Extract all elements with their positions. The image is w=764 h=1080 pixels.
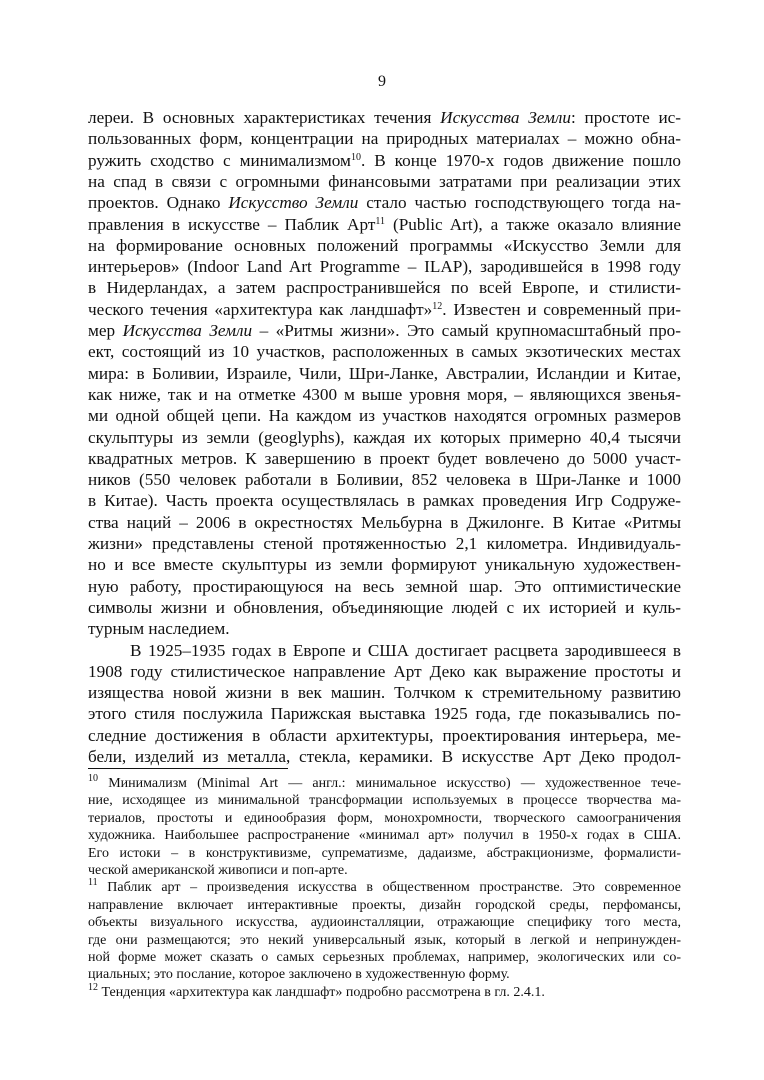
footnote-line: $^{12}$ Тенденция «архитектура как ландшафт» подробно рассмотрена в гл. 2.4.1.	[88, 981, 545, 1000]
body-line: мер Искусства Земли – «Ритмы жизни». Это самый крупномасштабный про-	[88, 321, 681, 340]
footnote-line: $^{11}$ Паблик арт – произведения искусства в общественном пространстве. Это современное	[88, 877, 681, 896]
footnote-ref: 10	[350, 151, 361, 163]
footnote-number: 11	[88, 877, 98, 889]
body-line: ства наций – 2006 в окрестностях Мельбурна в Джилонге. В Китае «Ритмы	[88, 512, 681, 532]
body-line: бели, изделий из металла, стекла, керамики. В искусстве Арт Деко продол-	[88, 747, 681, 766]
italic-term: Искусства Земли	[122, 321, 253, 340]
body-line: проектов. Однако Искусство Земли стало частью господствующего тогда на-	[88, 193, 681, 213]
body-line: в Китае). Часть проекта осуществлялась в рамках проведения Игр Содруже-	[88, 491, 681, 511]
body-line: В 1925–1935 годах в Европе и США достигает расцвета зародившееся в	[130, 640, 681, 660]
body-line: жизни» представлены стеной протяженностью 2,1 километра. Индивидуаль-	[88, 534, 681, 553]
footnote-line: объекты визуального искусства, аудиоинсталляции, отражающие специфику того места,	[88, 915, 681, 931]
body-line: ект, состоящий из 10 участков, расположенных в самых экзотических местах	[88, 342, 681, 362]
body-line: 1908 году стилистическое направление Арт Деко как выражение простоты и	[88, 661, 681, 681]
footnote-number: 12	[88, 981, 98, 993]
footnote-line: где они размещаются; это некий универсальный язык, который в легкой и непринужден-	[88, 932, 681, 948]
footnote-line: $^{10}$ Минимализм (Minimal Art — англ.: минимальное искусство) — художественное тече-	[88, 773, 681, 791]
body-line: следние достижения в области архитектуры, проектирования интерьера, ме-	[88, 725, 681, 745]
footnote-line: циальных; это послание, которое заключено в художественную форму.	[88, 967, 510, 983]
footnote-line: направление включает интерактивные проекты, дизайн городской среды, перфомансы,	[88, 897, 681, 913]
footnote-line: ческой американской живописи и поп-арте.	[88, 863, 348, 878]
body-line: этого стиля послужила Парижская выставка 1925 года, где показывались по-	[88, 704, 681, 724]
body-line: но и все вместе скульптуры из земли формируют уникальную художествен-	[88, 555, 681, 575]
footnote-ref: 11	[375, 215, 385, 227]
body-line: на спад в связи с огромными финансовыми затратами при реализации этих	[88, 171, 681, 191]
body-line: как ниже, так и на отметке 4300 м выше уровня моря, – являющихся звенья-	[88, 384, 681, 404]
body-line: квадратных метров. К завершению в проект будет вовлечено до 5000 участ-	[88, 448, 681, 468]
body-line: в Нидерландах, а затем распространившейся по всей Европе, и стилисти-	[88, 278, 681, 298]
italic-term: Искусство Земли	[228, 193, 359, 213]
body-line: ми одной общей цепи. На каждом из участков находятся огромных размеров	[88, 406, 681, 426]
footnote-line: художника. Наибольшее распространение «минимал арт» получил в 1950-х годах в США.	[88, 828, 681, 844]
footnote-number: 10	[88, 773, 98, 784]
body-line: мира: в Боливии, Израиле, Чили, Шри-Ланке, Австралии, Исландии и Китае,	[88, 363, 681, 383]
body-line: символы жизни и обновления, объединяющие людей с их историей и куль-	[88, 597, 681, 617]
body-line: ружить сходство с минимализмом$^{10}$. В конце 1970-х годов движение пошло	[88, 150, 681, 170]
footnote-line: ной форме может сказать о самых серьезных проблемах, например, экологических или со-	[88, 950, 681, 965]
body-line: интерьеров» (Indoor Land Art Programme – ILAP), зародившейся в 1998 году	[88, 257, 681, 277]
footnote-line: териалов, простоты и единообразия форм, монохромности, творческого самоограничения	[88, 810, 681, 826]
footnote-line: ние, исходящее из минимальной трансформации используемых в процессе творчества ма-	[88, 793, 681, 809]
body-line: правления в искусстве – Паблик Арт$^{11}$ (Public Art), а также оказало влияние	[88, 214, 681, 234]
body-line: пользованных форм, концентрации на природных материалах – можно обна-	[88, 129, 681, 149]
body-line: ников (550 человек работали в Боливии, 852 человека в Шри-Ланке и 1000	[88, 470, 681, 490]
body-line: ную работу, простирающуюся на весь земной шар. Это оптимистические	[88, 576, 681, 596]
body-line: на формирование основных положений программы «Искусство Земли для	[88, 235, 681, 255]
body-line: скульптуры из земли (geoglyphs), каждая их которых примерно 40,4 тысячи	[88, 427, 681, 447]
body-line: лереи. В основных характеристиках течения Искусства Земли: простоте ис-	[88, 108, 682, 127]
body-line: ческого течения «архитектура как ландшафт»$^{12}$. Известен и современный при-	[88, 299, 681, 319]
body-line: изящества новой жизни в век машин. Толчком к стремительному развитию	[88, 683, 681, 703]
italic-term: Искусства Земли	[440, 108, 571, 127]
footnote-separator	[88, 768, 288, 769]
footnote-ref: 12	[432, 300, 443, 312]
footnote-line: Его истоки – в конструктивизме, супрематизме, дадаизме, абстракционизме, формалисти-	[88, 845, 681, 861]
body-line: турным наследием.	[88, 619, 230, 639]
page-number: 9	[378, 73, 386, 90]
